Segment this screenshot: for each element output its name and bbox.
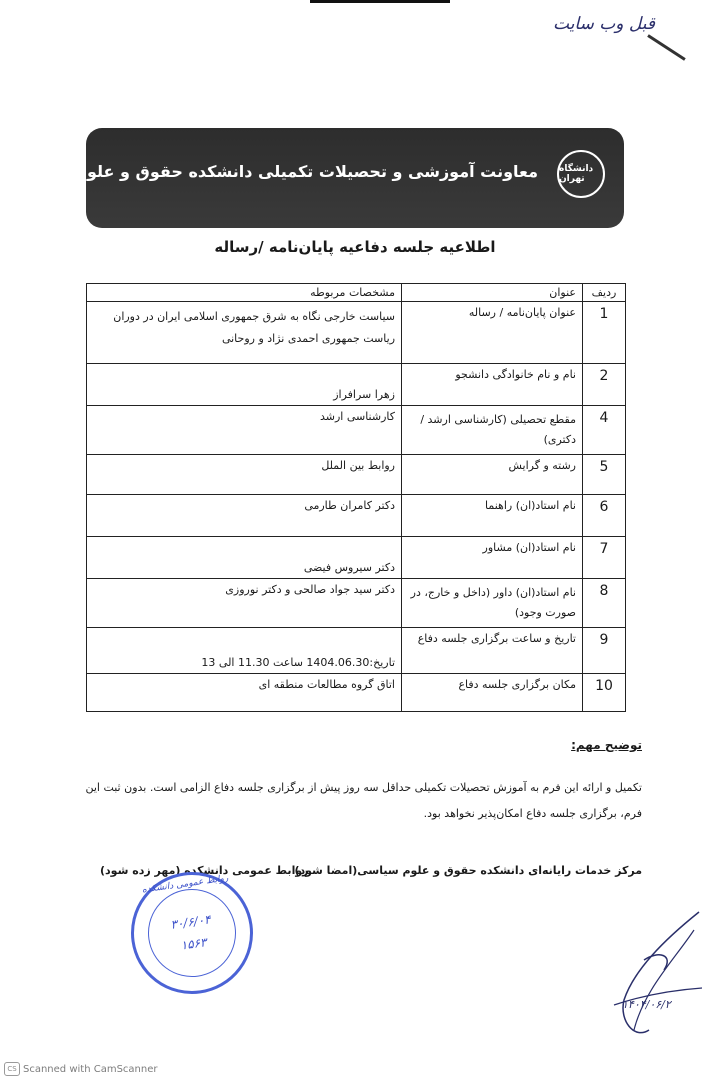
- table-row: [87, 302, 626, 364]
- header-banner: [9, 128, 624, 228]
- header-title: معاونت آموزشی و تحصیلات تکمیلی دانشکده حقوق و علوم سیاسی: [9, 162, 538, 181]
- row-number: 4: [583, 406, 626, 455]
- table-row: [87, 628, 626, 674]
- row-value: دکتر کامران طارمی: [87, 495, 402, 537]
- pen-stroke: [647, 34, 686, 60]
- row-field: نام و نام خانوادگی دانشجو: [402, 364, 583, 406]
- handwritten-signature: [604, 910, 704, 1050]
- row-field: نام استاد(ان) راهنما: [402, 495, 583, 537]
- office-stamp: [123, 864, 261, 1002]
- notes-text: تکمیل و ارائه این فرم به آموزش تحصیلات تکمیلی حداقل سه روز پیش از برگزاری جلسه دفاع الزامی است. بدون ثبت این فرم، برگزاری جلسه دفاع امکان‌پذیر نخواهد بود.: [85, 781, 642, 820]
- stamp-ring-text: روابط عمومی دانشکده: [141, 873, 229, 896]
- row-field: تاریخ و ساعت برگزاری جلسه دفاع: [402, 628, 583, 674]
- row-number: 8: [583, 579, 626, 628]
- university-logo-icon: دانشگاه تهران: [557, 150, 605, 198]
- row-field: رشته و گرایش: [402, 455, 583, 495]
- row-value: روابط بین الملل: [87, 455, 402, 495]
- table-row: [87, 495, 626, 537]
- notes-heading: توضیح مهم:: [571, 738, 642, 752]
- row-value: دکتر سیروس فیضی: [87, 537, 402, 579]
- row-value: سیاست خارجی نگاه به شرق جمهوری اسلامی ایران در دوران ریاست جمهوری احمدی نژاد و روحانی: [87, 302, 402, 364]
- row-value: دکتر سید جواد صالحی و دکتر نوروزی: [87, 579, 402, 628]
- row-value: کارشناسی ارشد: [87, 406, 402, 455]
- header-row-num: ردیف: [583, 284, 626, 302]
- row-field: نام استاد(ان) داور (داخل و خارج، در صورت وجود): [402, 579, 583, 628]
- row-field: مقطع تحصیلی (کارشناسی ارشد / دکتری): [402, 406, 583, 455]
- row-number: 9: [583, 628, 626, 674]
- row-number: 7: [583, 537, 626, 579]
- handwritten-note: قبل وب سایت: [553, 14, 655, 34]
- public-relations-stamp-label: روابط عمومی دانشکده (مهر زده شود): [100, 864, 309, 877]
- signature-date: ۱۴۰۴/۰۶/۲: [622, 998, 671, 1011]
- table-row: [87, 406, 626, 455]
- camscanner-icon: CS: [4, 1062, 20, 1076]
- it-center-signature-label: مرکز خدمات رایانه‌ای دانشکده حقوق و علوم سیاسی(امضا شود): [294, 864, 642, 877]
- footer-watermark: [4, 1062, 158, 1076]
- header-field: عنوان: [402, 284, 583, 302]
- table-row: [87, 455, 626, 495]
- row-number: 10: [583, 674, 626, 712]
- stamp-number: ۱۵۶۳: [179, 935, 208, 953]
- form-title: اطلاعیه جلسه دفاعیه پایان‌نامه /رساله: [214, 238, 496, 256]
- table-row: [87, 537, 626, 579]
- row-field: نام استاد(ان) مشاور: [402, 537, 583, 579]
- row-value: زهرا سرافراز: [87, 364, 402, 406]
- table-row: [87, 364, 626, 406]
- stamp-date: ۳۰/۶/۰۴: [169, 912, 212, 932]
- table-header-row: [87, 284, 626, 302]
- row-number: 1: [583, 302, 626, 364]
- table-row: [87, 579, 626, 628]
- row-number: 2: [583, 364, 626, 406]
- row-field: عنوان پایان‌نامه / رساله: [402, 302, 583, 364]
- row-value: تاریخ:1404.06.30 ساعت 11.30 الی 13: [87, 628, 402, 674]
- row-number: 6: [583, 495, 626, 537]
- row-number: 5: [583, 455, 626, 495]
- table-row: [87, 674, 626, 712]
- info-table: [86, 283, 626, 712]
- top-edge-bar: [310, 0, 450, 3]
- row-value: اتاق گروه مطالعات منطقه ای: [87, 674, 402, 712]
- row-field: مکان برگزاری جلسه دفاع: [402, 674, 583, 712]
- header-value: مشخصات مربوطه: [87, 284, 402, 302]
- footer-text: Scanned with CamScanner: [23, 1063, 158, 1075]
